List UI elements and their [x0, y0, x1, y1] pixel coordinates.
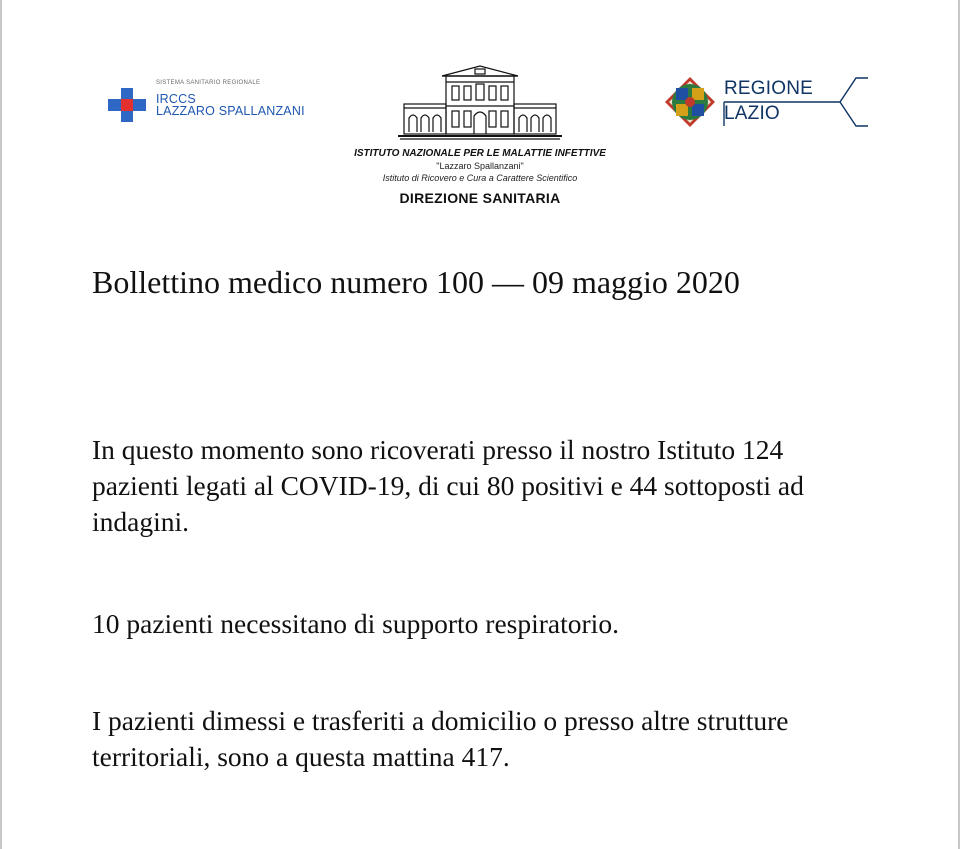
institute-subname: "Lazzaro Spallanzani" — [436, 161, 524, 171]
institute-descriptor: Istituto di Ricovero e Cura a Carattere Scientifico — [382, 173, 578, 183]
logo-spallanzani-text: LAZZARO SPALLANZANI — [156, 104, 305, 118]
page-left-edge — [0, 0, 2, 849]
institute-heading — [300, 147, 660, 208]
regione-text: REGIONE — [724, 78, 814, 99]
logo-caption: SISTEMA SANITARIO REGIONALE — [156, 80, 261, 86]
bulletin-paragraph-respiratory: 10 pazienti necessitano di supporto respiratorio. — [92, 608, 619, 639]
bulletin-paragraph-patients: In questo momento sono ricoverati presso il nostro Istituto 124 pazienti legati al COVID-19, di cui 80 positivi e 44 sottoposti ad indagini. — [92, 434, 804, 537]
medical-cross-icon — [108, 88, 146, 122]
bulletin-paragraph-discharged: I pazienti dimessi e trasferiti a domicilio o presso altre strutture territoriali, sono a questa mattina 417. — [92, 705, 789, 772]
logo-irccs-text: IRCCS — [156, 92, 196, 106]
institute-name: ISTITUTO NAZIONALE PER LE MALATTIE INFETTIVE — [354, 148, 606, 159]
regione-lazio-emblem-icon — [664, 76, 716, 128]
bulletin-title: Bollettino medico numero 100 — 09 maggio 2020 — [92, 264, 740, 300]
department-name: DIREZIONE SANITARIA — [399, 190, 561, 206]
institute-building-icon — [396, 62, 564, 142]
spallanzani-logo — [108, 78, 328, 126]
lazio-text: LAZIO — [724, 103, 780, 124]
regione-lazio-logo — [664, 74, 870, 130]
